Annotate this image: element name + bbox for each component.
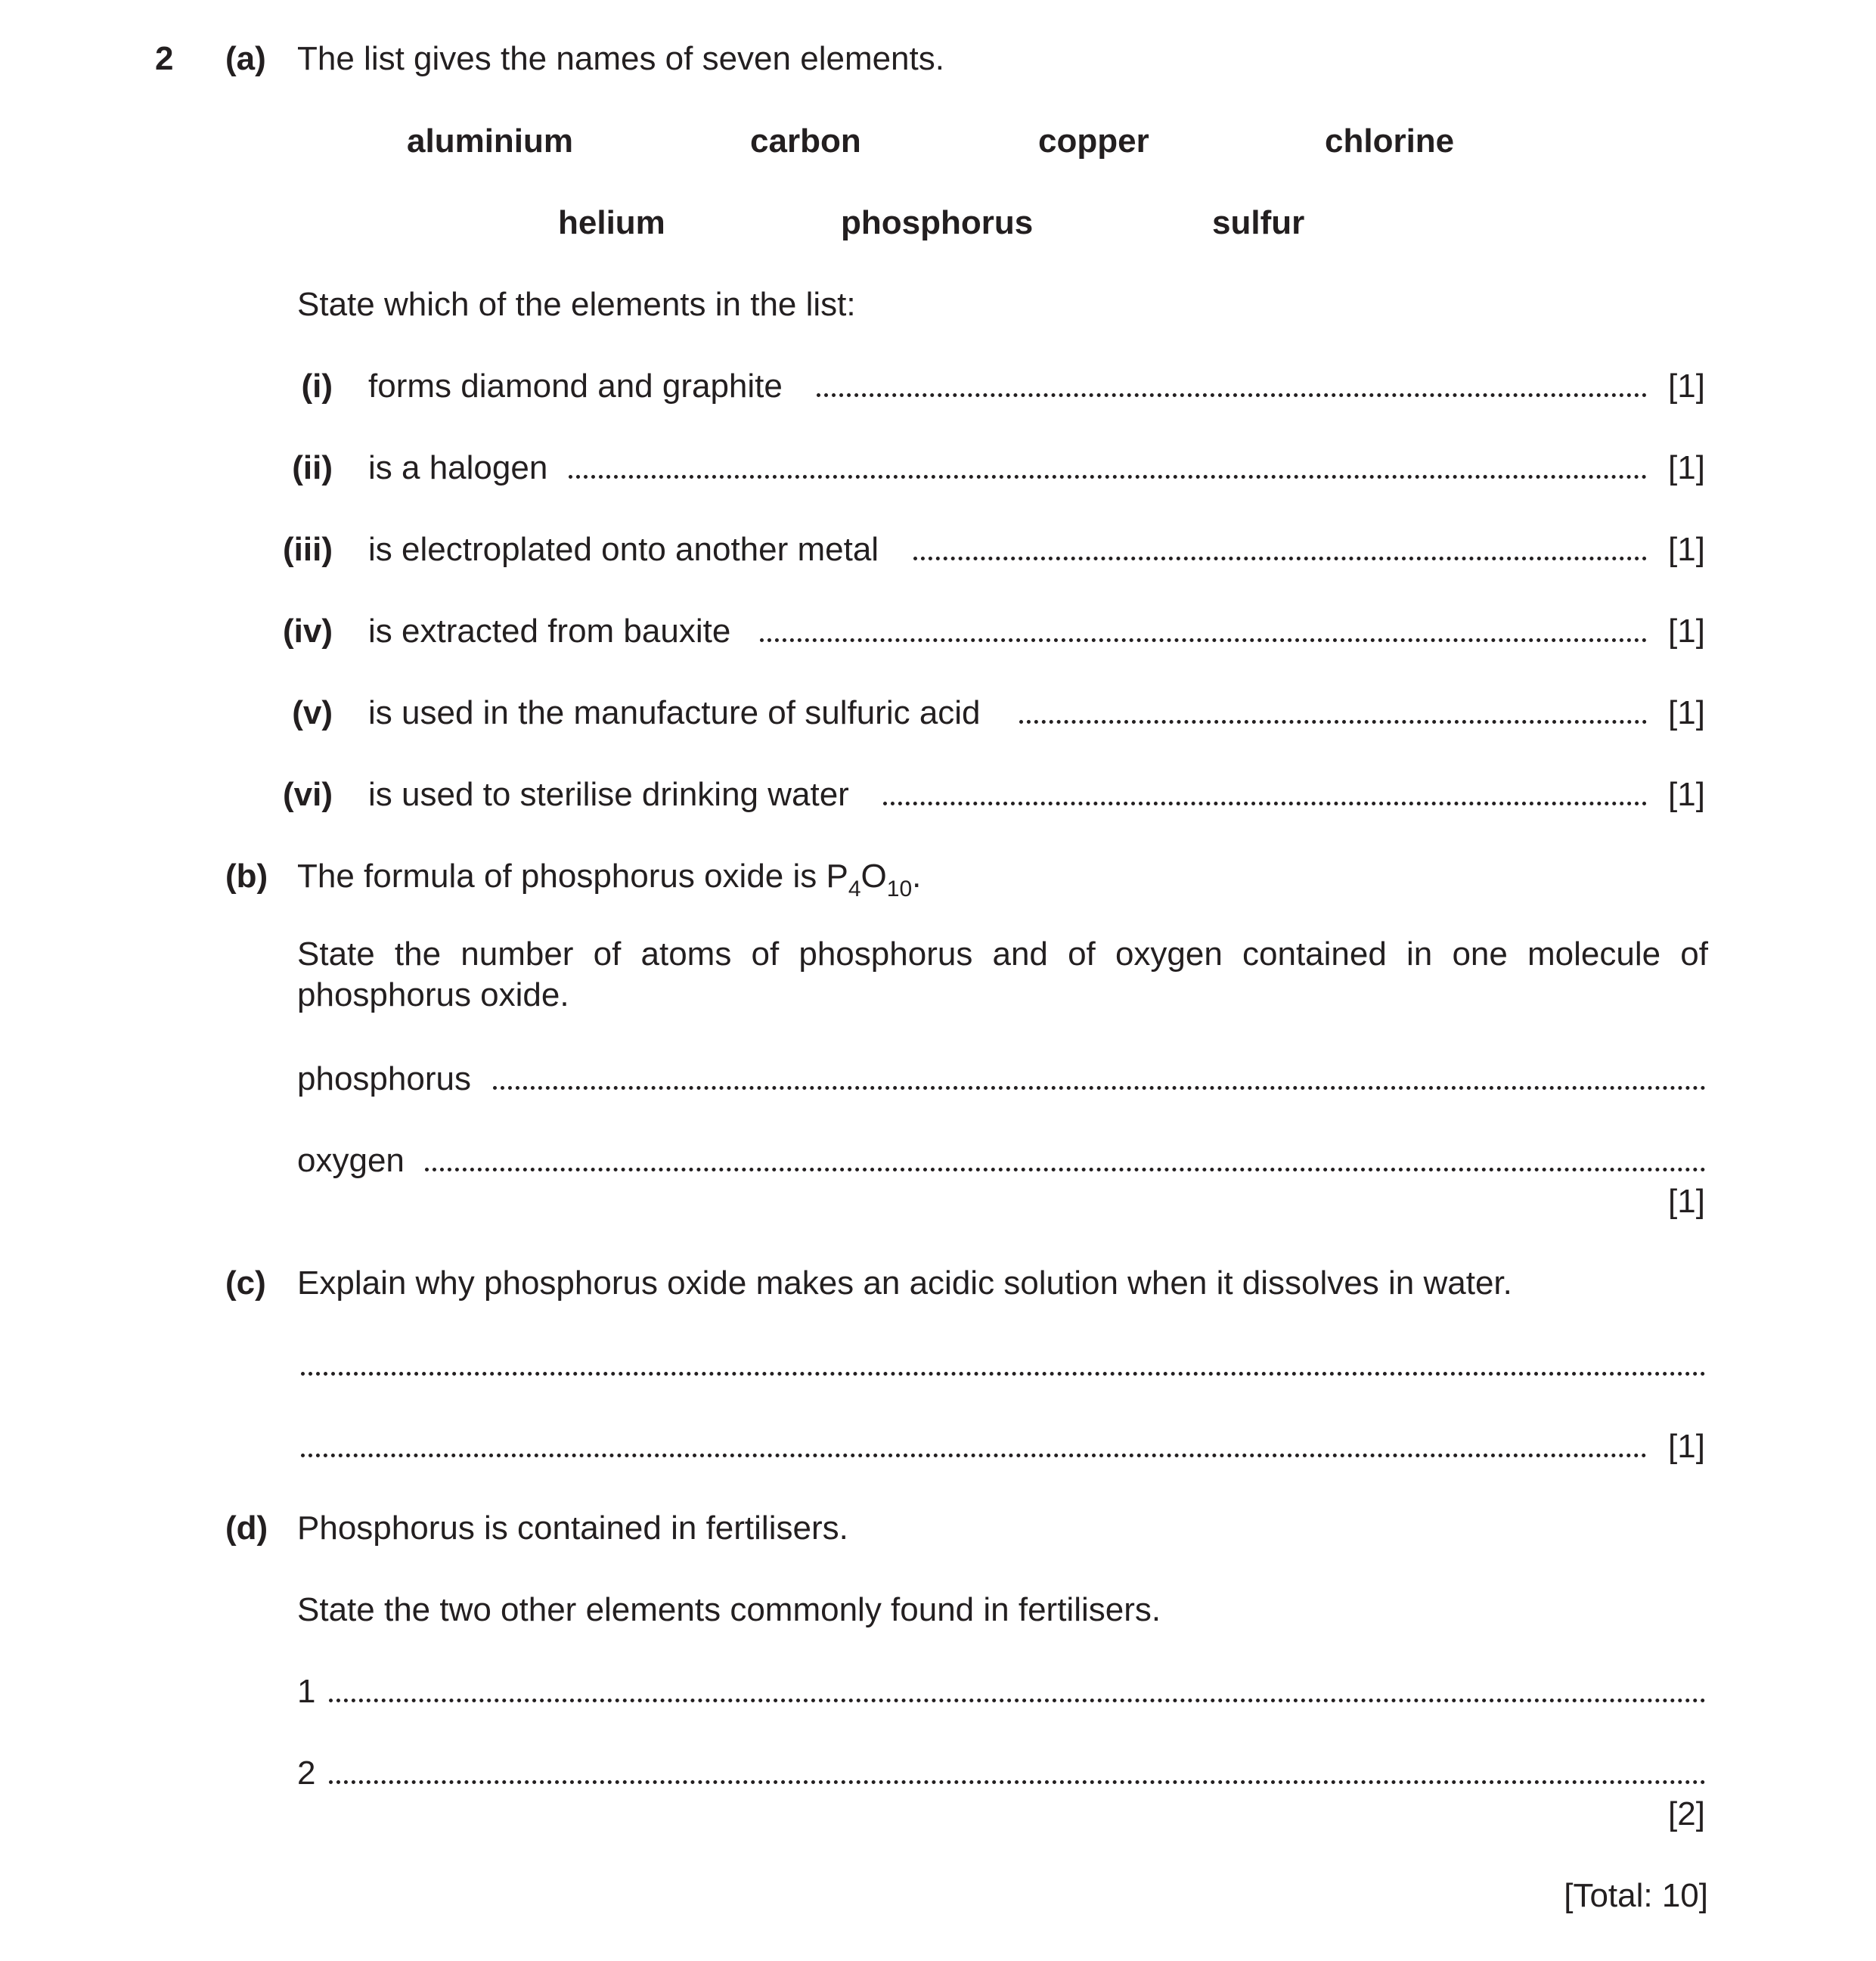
item-i-text: forms diamond and graphite <box>368 368 783 405</box>
part-b-instruction: State the number of atoms of phosphorus and of oxygen contained in one molecule of phosphorus oxide. <box>297 936 1708 1013</box>
part-c-label: (c) <box>225 1264 266 1302</box>
item-iii-label: (iii) <box>283 531 333 568</box>
item-v-label: (v) <box>292 694 333 731</box>
element-sulfur: sulfur <box>1212 204 1305 241</box>
item-iv-mark: [1] <box>1668 613 1705 650</box>
item-ii-text: is a halogen <box>368 449 548 486</box>
part-b-mark: [1] <box>1668 1183 1705 1220</box>
item-iv-text: is extracted from bauxite <box>368 613 731 650</box>
part-c-mark: [1] <box>1668 1428 1705 1465</box>
part-d-line2-label: 2 <box>297 1755 316 1792</box>
part-a-label: (a) <box>225 40 266 77</box>
answer-line-d-1[interactable] <box>329 1699 1706 1702</box>
element-chlorine: chlorine <box>1325 123 1455 160</box>
total-mark: [Total: 10] <box>1564 1877 1708 1914</box>
answer-line-v[interactable] <box>1019 720 1647 724</box>
item-vi-mark: [1] <box>1668 776 1705 813</box>
answer-line-c-1[interactable] <box>301 1372 1706 1376</box>
answer-line-oxygen[interactable] <box>425 1168 1706 1171</box>
item-iii-mark: [1] <box>1668 531 1705 568</box>
element-copper: copper <box>1038 123 1149 160</box>
item-i-label: (i) <box>301 368 333 405</box>
part-a-instruction: State which of the elements in the list: <box>297 286 856 323</box>
answer-line-d-2[interactable] <box>329 1780 1706 1784</box>
item-v-mark: [1] <box>1668 694 1705 731</box>
answer-line-vi[interactable] <box>883 802 1647 805</box>
item-iv-label: (iv) <box>283 613 333 650</box>
part-d-instruction: State the two other elements commonly found in fertilisers. <box>297 1591 1161 1628</box>
part-b-phosphorus-label: phosphorus <box>297 1060 471 1097</box>
answer-line-phosphorus[interactable] <box>493 1086 1706 1090</box>
item-v-text: is used in the manufacture of sulfuric acid <box>368 694 981 731</box>
item-ii-label: (ii) <box>292 449 333 486</box>
answer-line-ii[interactable] <box>569 475 1647 479</box>
formula-subscript-o: 10 <box>886 877 913 901</box>
item-i-mark: [1] <box>1668 368 1705 405</box>
element-aluminium: aluminium <box>407 123 574 160</box>
part-d-text: Phosphorus is contained in fertilisers. <box>297 1510 848 1547</box>
item-iii-text: is electroplated onto another metal <box>368 531 879 568</box>
element-helium: helium <box>558 204 665 241</box>
part-c-text: Explain why phosphorus oxide makes an acidic solution when it dissolves in water. <box>297 1264 1512 1302</box>
formula-subscript-p: 4 <box>848 877 861 901</box>
item-vi-text: is used to sterilise drinking water <box>368 776 849 813</box>
answer-line-c-2[interactable] <box>301 1454 1647 1457</box>
item-vi-label: (vi) <box>283 776 333 813</box>
part-d-label: (d) <box>225 1510 268 1547</box>
element-phosphorus: phosphorus <box>841 204 1034 241</box>
part-b-label: (b) <box>225 858 268 895</box>
part-a-intro: The list gives the names of seven elements. <box>297 40 944 77</box>
part-b-oxygen-label: oxygen <box>297 1142 405 1179</box>
answer-line-i[interactable] <box>817 393 1647 397</box>
item-ii-mark: [1] <box>1668 449 1705 486</box>
answer-line-iv[interactable] <box>760 638 1647 642</box>
part-d-line1-label: 1 <box>297 1673 316 1710</box>
question-number: 2 <box>155 40 174 77</box>
element-carbon: carbon <box>750 123 861 160</box>
part-b-formula-sentence: The formula of phosphorus oxide is $P_4O_{10}$. <box>297 858 922 901</box>
part-d-mark: [2] <box>1668 1795 1705 1832</box>
answer-line-iii[interactable] <box>913 557 1647 560</box>
